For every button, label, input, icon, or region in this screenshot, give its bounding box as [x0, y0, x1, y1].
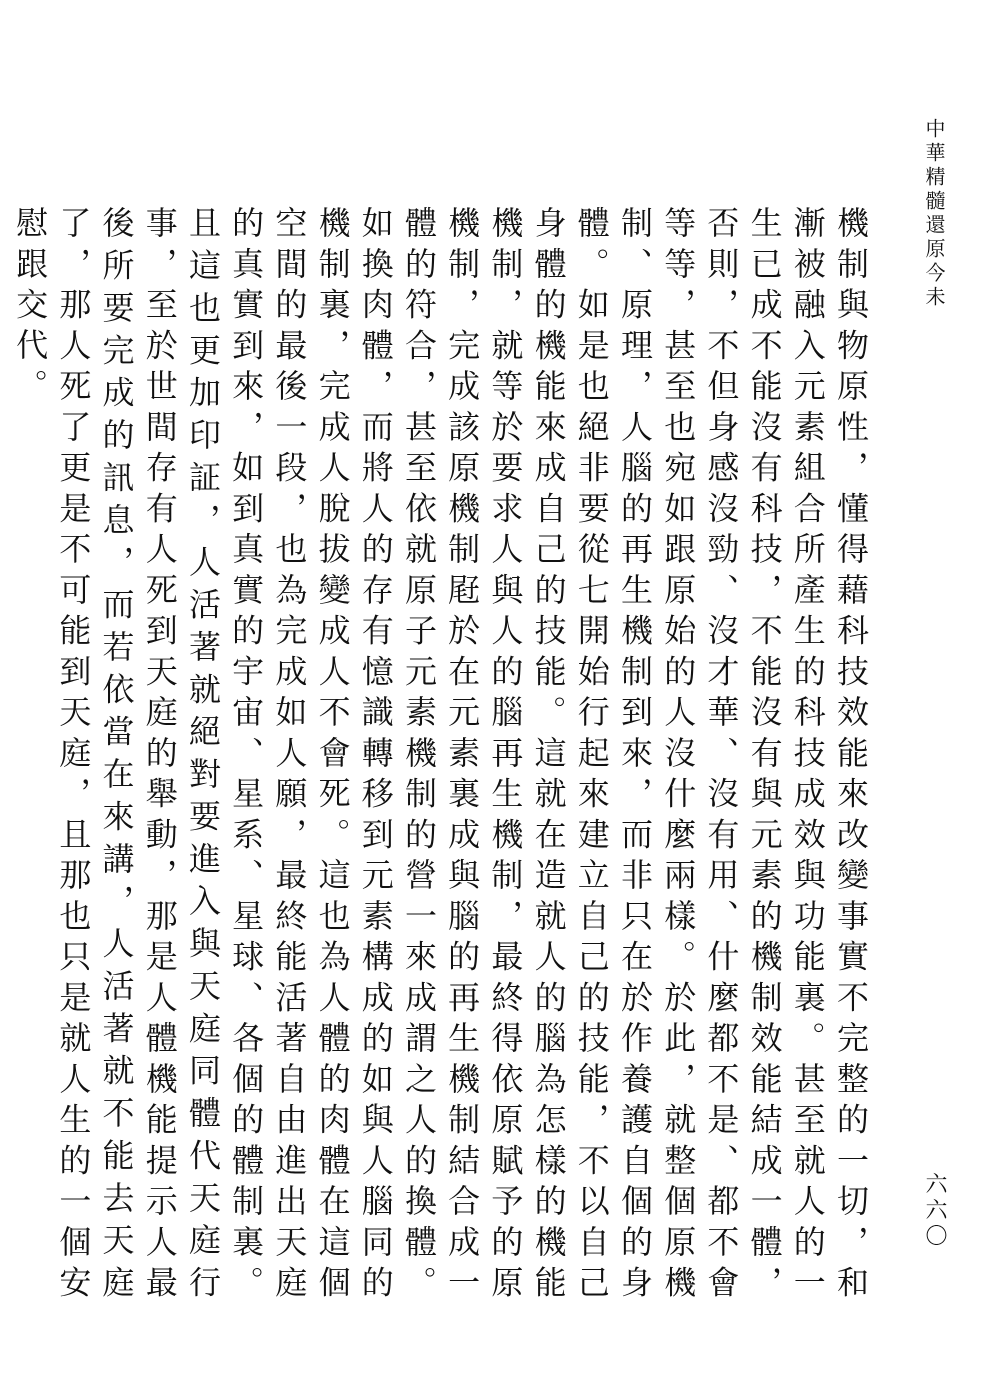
body-text-column-block: 機制與物原性，懂得藉科技效能來改變事實不完整的一切，和漸被融入元素組合所產生的科技成效與功能裏。甚至就人的一生已成不能沒有科技，不能沒有與元素的機制效能結成一體，否則，不但身感沒勁、沒才華、沒有用、什麼都不是、都不會等等，甚至也宛如跟原始的人沒什麼兩樣。於此，就整個原機制、原理，人腦的再生機制到來，而非只在於作養護自個的身體。如是也絕非要從七開始行起來建立自己的技能，不以自己身體的機能來成自己的技能。這就在造就人的腦為怎樣的機能機制，就等於要求人與人的腦再生機制，最終得依原賦予的原機制，完成該原機制屘於在元素裏成與腦的再生機制結合成一體的符合，甚至依就原子元素機制的營一來成謂之人的換體。如換肉體，而將人的存有憶識轉移到元素構成的如與人腦同的機制裏，完成人脫拔變成人不會死。這也為人體的肉體在這個空間的最後一段，也為完成如人願，最終能活著自由進出天庭的真實到來，如到真實的宇宙、星系、星球、各個的體制裏。且這也更加印証，人活著就絕對要進入與天庭同體代天庭行事，至於世間存有人死到天庭的舉動，那是人體機能提示人最後所要完成的訊息，而若依當在來講，人活著就不能去天庭了，那人死了更是不可能到天庭，且那也只是就人生的一個安慰跟交代。	[11, 206, 870, 1306]
running-header-title: 中華精髓還原今未	[922, 118, 946, 310]
page-number: 六六〇	[922, 1172, 947, 1250]
